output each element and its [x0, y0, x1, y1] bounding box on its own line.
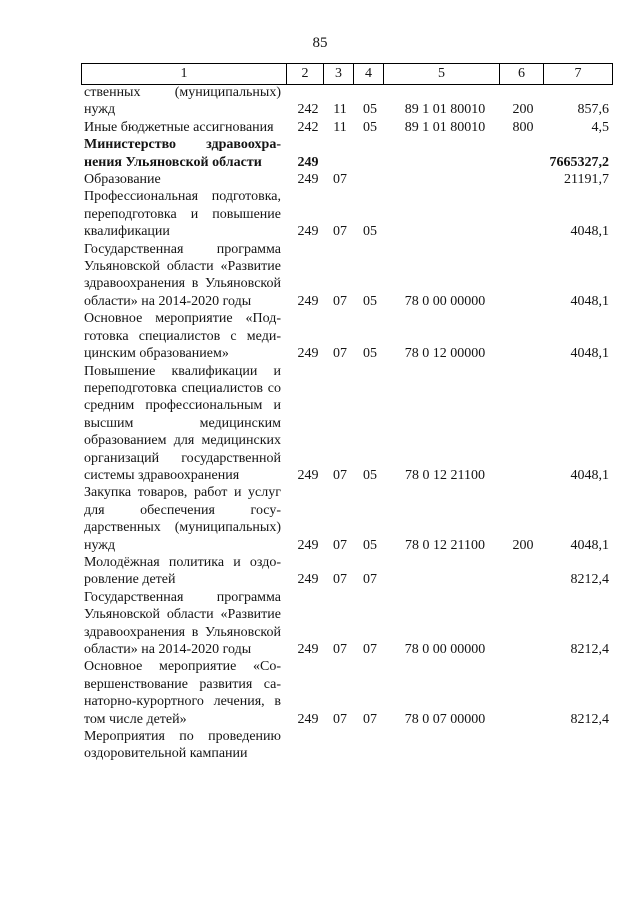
row-c4: 07: [363, 711, 377, 727]
column-header-6: 6: [499, 64, 543, 84]
column-header-5: 5: [383, 64, 499, 84]
table-row: [84, 171, 611, 188]
table-row: [84, 554, 611, 589]
row-c5: 78 0 12 21100: [405, 467, 485, 483]
row-name: Профессиональная подготовка, переподготовка и повышение квалификации: [84, 189, 281, 240]
row-name: Министерство здравоохранения Ульяновской области: [84, 137, 281, 170]
row-c5: 89 1 01 80010: [404, 102, 486, 118]
table-row: [84, 484, 611, 554]
row-name: Образование: [84, 172, 161, 188]
row-c3: 11: [333, 102, 347, 118]
row-c3: 07: [333, 346, 347, 362]
row-c4: 05: [363, 224, 377, 240]
row-c3: 07: [333, 642, 347, 657]
table-row: [84, 119, 611, 136]
row-c3: 07: [333, 711, 347, 727]
column-header-2: 2: [286, 64, 323, 84]
row-c5: 78 0 12 00000: [404, 346, 486, 362]
row-c4: 05: [363, 119, 377, 135]
row-c2: 249: [297, 293, 319, 309]
row-c6: 200: [512, 102, 534, 118]
row-c3: 11: [333, 119, 347, 135]
row-c7: 4048,1: [570, 537, 609, 553]
row-c4: 05: [363, 467, 377, 483]
table-row: [84, 188, 611, 240]
row-name: ственных (муниципальных) нужд: [84, 85, 281, 118]
row-c2: 249: [297, 711, 319, 727]
row-name: Основное мероприятие «Совершенствование развития санаторно-курортного лечения, в том числе детей»: [84, 659, 281, 727]
row-c2: 249: [297, 537, 319, 553]
row-c4: 07: [363, 642, 377, 657]
row-c3: 07: [333, 293, 347, 309]
row-c2: 249: [297, 172, 319, 188]
row-c2: 242: [297, 119, 319, 135]
row-c3: 07: [333, 172, 347, 188]
row-c2: 249: [297, 224, 319, 240]
row-c7: 8212,4: [570, 711, 609, 727]
row-c2: 242: [297, 102, 319, 118]
table-row: [84, 241, 611, 311]
column-header-4: 4: [353, 64, 383, 84]
row-c7: 8212,4: [570, 572, 609, 588]
row-c6: 800: [512, 119, 534, 135]
column-header-row: [81, 63, 613, 85]
column-header-3: 3: [323, 64, 353, 84]
row-c5: 89 1 01 80010: [404, 119, 486, 135]
row-name: Молодёжная политика и оздоровление детей: [84, 554, 281, 588]
row-c6: 200: [512, 537, 534, 553]
table-row: [84, 136, 611, 171]
row-c7: 4048,1: [570, 224, 609, 240]
row-c7: 857,6: [577, 102, 609, 118]
row-c3: 07: [333, 572, 347, 588]
column-header-7: 7: [543, 64, 612, 84]
table-row: [84, 310, 611, 362]
budget-table-body: [84, 84, 611, 763]
table-row: [84, 728, 611, 763]
row-name: Государственная программа Ульяновской области «Развитие здравоохранения в Ульяновской области» на 2014-2020 годы: [84, 589, 281, 657]
row-c4: 05: [363, 102, 377, 118]
row-c7: 21191,7: [564, 172, 609, 188]
row-c4: 07: [363, 572, 377, 588]
row-c5: 78 0 00 00000: [404, 293, 486, 309]
column-header-1: 1: [180, 66, 188, 81]
row-c2: 249: [297, 154, 319, 170]
row-name: Закупка товаров, работ и услуг для обеспечения государственных (муниципальных) нужд: [84, 485, 281, 553]
row-c4: 05: [363, 537, 377, 553]
row-c5: 78 0 12 21100: [405, 537, 485, 553]
row-c3: 07: [333, 224, 347, 240]
row-c7: 7665327,2: [549, 154, 609, 170]
row-c3: 07: [333, 467, 347, 483]
row-c7: 8212,4: [570, 642, 609, 657]
page-number: 85: [312, 35, 328, 51]
row-c2: 249: [297, 572, 319, 588]
row-c7: 4,5: [591, 119, 609, 135]
row-c7: 4048,1: [570, 346, 609, 362]
table-row: [84, 658, 611, 728]
row-c7: 4048,1: [570, 467, 609, 483]
row-c5: 78 0 07 00000: [404, 711, 486, 727]
table-row: [84, 84, 611, 119]
row-name: Основное мероприятие «Подготовка специалистов с медицинским образованием»: [84, 311, 281, 362]
row-c2: 249: [297, 642, 319, 657]
table-row: [84, 589, 611, 659]
row-c4: 05: [363, 293, 377, 309]
row-name: Повышение квалификации и переподготовка специалистов со средним профессиональным и высшим медицинским образованием для медицинских организаций государственной системы здравоохранения: [84, 363, 281, 483]
row-c7: 4048,1: [570, 293, 609, 309]
row-name: Государственная программа Ульяновской области «Развитие здравоохранения в Ульяновской области» на 2014-2020 годы: [84, 241, 281, 309]
row-c3: 07: [333, 537, 347, 553]
table-row: [84, 363, 611, 485]
row-name: Мероприятия по проведению оздоровительной кампании: [84, 729, 281, 762]
row-c2: 249: [297, 346, 319, 362]
row-c4: 05: [363, 346, 377, 362]
row-c2: 249: [297, 467, 319, 483]
row-c5: 78 0 00 00000: [404, 642, 486, 657]
row-name: Иные бюджетные ассигнования: [84, 119, 274, 135]
